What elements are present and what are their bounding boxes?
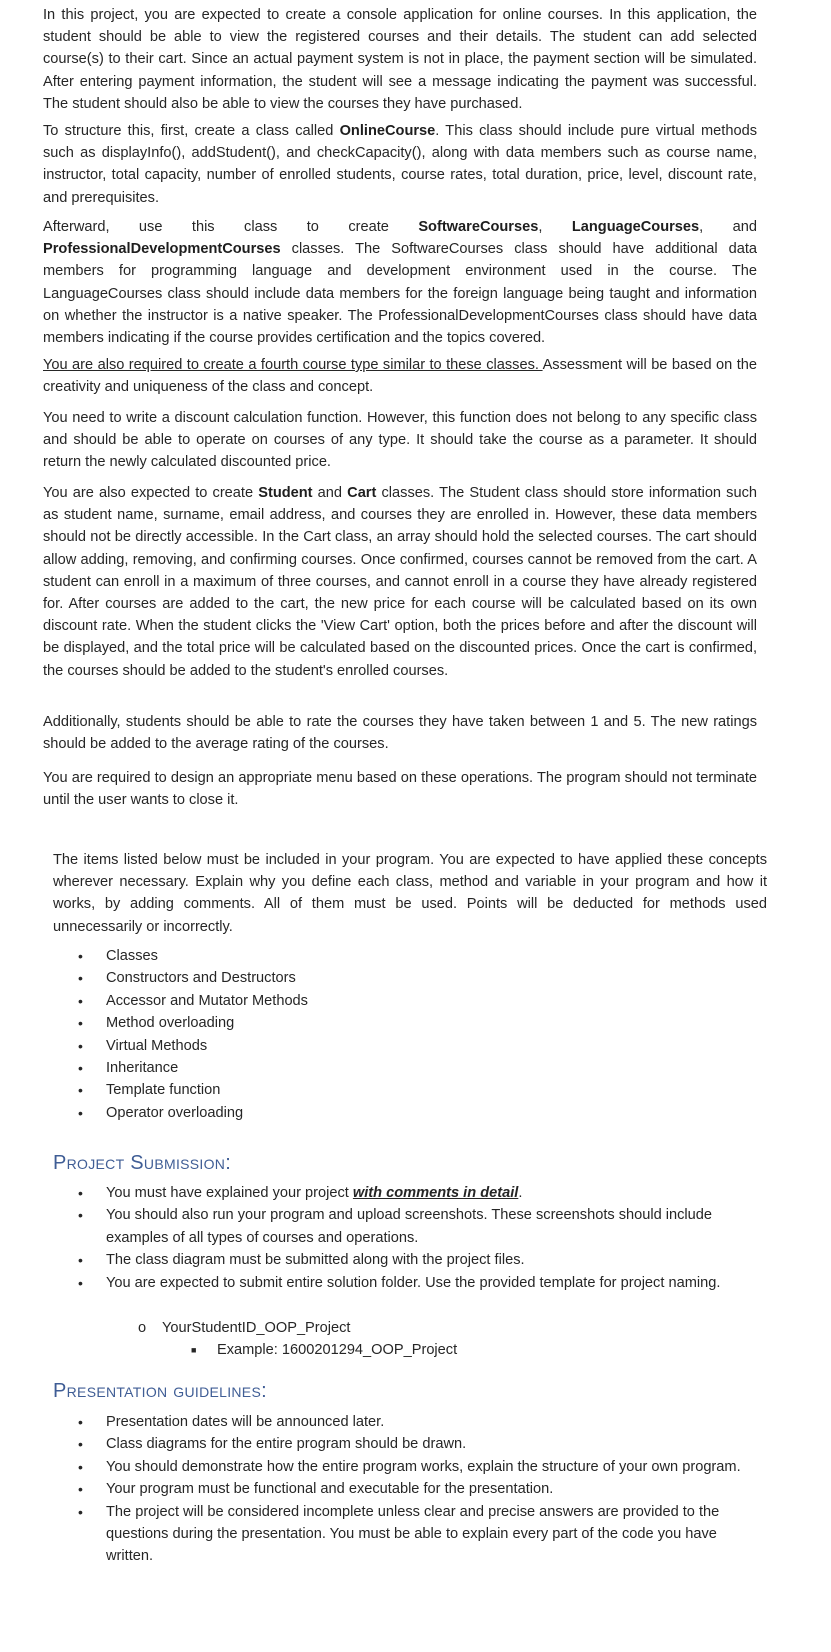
submission-item-1-text: You must have explained your project <box>106 1185 353 1201</box>
intro-paragraph-6 <box>43 482 757 682</box>
project-submission-heading: Project Submission: <box>53 1152 232 1174</box>
languagecourses-class-name: LanguageCourses <box>571 219 700 235</box>
onlinecourse-class-name: OnlineCourse <box>339 123 436 139</box>
list-item: • Virtual Methods <box>53 1035 308 1057</box>
p6-text-e: classes. The Student class should store information such as student name, surname, email address, and courses they are enrolled in. However, these data members should not be directly accessible. In the Cart class, an array should hold the selected courses. The cart should allow adding, removing, and confirming courses. Once confirmed, courses cannot be removed from the cart. A student can enroll in a maximum of three courses, and cannot enroll in a course they have already registered for. After courses are added to the cart, the new price for each course will be calculated based on its own discount rate. When the student clicks the 'View Cart' option, both the prices before and after the discount will be displayed, and the total price will be calculated based on the discounted prices. Once the cart is confirmed, the courses should be added to the student's enrolled courses. <box>43 485 757 679</box>
list-item: • Constructors and Destructors <box>53 967 308 989</box>
submission-list <box>53 1182 767 1294</box>
list-item <box>53 1182 767 1204</box>
intro-paragraph-5: You need to write a discount calculation function. However, this function does not belong to any specific class and should be able to operate on courses of any type. It should take the course as a parameter. It should return the newly calculated discounted price. <box>43 410 757 471</box>
list-item: • You should also run your program and upload screenshots. These screenshots should include examples of all types of courses and operations. <box>53 1204 767 1249</box>
p3-text-c: , <box>538 219 572 235</box>
p2-text-a: To structure this, first, create a class called <box>43 123 340 139</box>
list-item: • Accessor and Mutator Methods <box>53 990 308 1012</box>
square-bullet-icon: ■ <box>191 1345 197 1355</box>
list-item: • The project will be considered incomplete unless clear and precise answers are provided to the questions during the presentation. You must be able to explain every part of the code you have written. <box>53 1501 767 1568</box>
list-item: • Operator overloading <box>53 1102 308 1124</box>
list-item: • The class diagram must be submitted along with the project files. <box>53 1249 767 1271</box>
naming-template-item <box>138 1317 351 1339</box>
submission-item-1-period: . <box>518 1185 523 1201</box>
student-class-name: Student <box>258 485 313 501</box>
list-item: • Classes <box>53 945 308 967</box>
intro-paragraph-7: Additionally, students should be able to rate the courses they have taken between 1 and 5. The new ratings should be added to the average rating of the courses. <box>43 714 757 753</box>
list-item: • Class diagrams for the entire program should be drawn. <box>53 1433 767 1455</box>
intro-paragraph-4 <box>43 354 757 398</box>
intro-paragraph-1: In this project, you are expected to create a console application for online courses. In this application, the student should be able to view the registered courses and their details. The student can add selected course(s) to their cart. Since an actual payment system is not in place, the payment section will be simulated. After entering payment information, the student will see a message indicating the payment was successful. The student should also be able to view the courses they have purchased. <box>43 7 757 112</box>
intro-paragraph-8: You are required to design an appropriate menu based on these operations. The program should not terminate until the user wants to close it. <box>43 770 757 809</box>
list-item: • Inheritance <box>53 1057 308 1079</box>
fourth-course-type-requirement: You are also required to create a fourth course type similar to these classes. <box>43 357 543 373</box>
softwarecourses-class-name: SoftwareCourses <box>418 219 539 235</box>
list-item: • Presentation dates will be announced later. <box>53 1411 767 1433</box>
cart-class-name: Cart <box>347 485 377 501</box>
list-item: • Method overloading <box>53 1012 308 1034</box>
p2-text-c: . This class should include pure virtual methods such as displayInfo(), addStudent(), and checkCapacity(), along with data members such as course name, instructor, total capacity, number of enrolled students, course rates, total duration, price, level, discount rate, and prerequisites. <box>43 123 757 206</box>
professionaldevelopmentcourses-class-name: ProfessionalDevelopmentCourses <box>43 241 281 258</box>
p6-text-c: and <box>312 485 348 501</box>
circle-bullet-icon: o <box>138 1320 147 1336</box>
p3-text-g: classes. The SoftwareCourses class should have additional data members for programming language and development environment used in the course. The LanguageCourses class should include data members for the foreign language being taught and information on whether the instructor is a native speaker. The ProfessionalDevelopmentCourses class should have data members indicating if the course provides certification and the topics covered. <box>43 241 757 347</box>
list-item: • Template function <box>53 1079 308 1101</box>
list-item: • Your program must be functional and executable for the presentation. <box>53 1478 767 1500</box>
naming-example: Example: 1600201294_OOP_Project <box>217 1342 458 1358</box>
presentation-list <box>53 1411 767 1568</box>
p3-text-a: Afterward, use this class to create <box>43 219 419 235</box>
intro-paragraph-2 <box>43 120 757 209</box>
intro-paragraph-3 <box>43 216 757 349</box>
list-item: • You should demonstrate how the entire program works, explain the structure of your own program. <box>53 1456 767 1478</box>
p6-text-a: You are also expected to create <box>43 485 259 501</box>
p3-text-e: , and <box>699 219 757 235</box>
requirements-list <box>53 945 308 1124</box>
presentation-guidelines-heading: Presentation guidelines: <box>53 1380 267 1402</box>
requirements-paragraph: The items listed below must be included in your program. You are expected to have applied these concepts wherever necessary. Explain why you define each class, method and variable in your program and how it works, by adding comments. All of them must be used. Points will be deducted for methods used unnecessarily or incorrectly. <box>53 852 767 935</box>
p4-text-b: Assessment will be based on the creativity and uniqueness of the class and concept. <box>43 357 757 396</box>
list-item: • You are expected to submit entire solution folder. Use the provided template for project naming. <box>53 1272 767 1294</box>
naming-example-item <box>191 1339 458 1361</box>
naming-template: YourStudentID_OOP_Project <box>162 1320 351 1336</box>
with-comments-in-detail: with comments in detail <box>352 1185 519 1201</box>
